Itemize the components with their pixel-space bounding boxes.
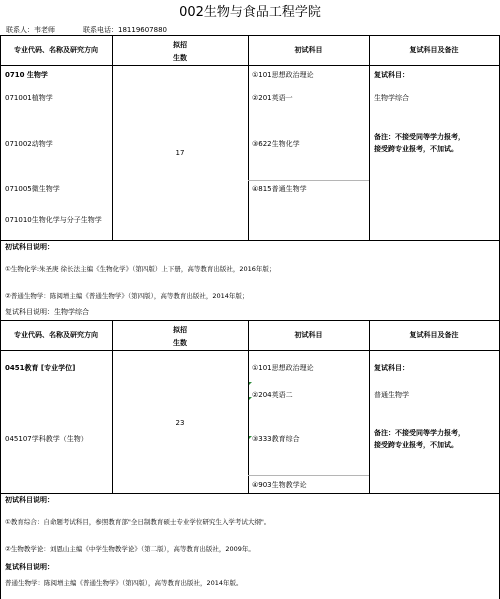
table2-left-border (0, 320, 1, 493)
table1-top-border (0, 35, 500, 36)
table1-direction: 071001植物学 (5, 94, 53, 102)
table2-direction: 045107学科教学（生物） (5, 435, 88, 443)
cell-comment-marker-icon (249, 382, 252, 385)
table1-exam-item: ③622生物化学 (252, 140, 300, 148)
table1-col-divider-3 (369, 35, 370, 240)
table1-header-plan-line1: 拟招 (173, 41, 187, 49)
table1-exam-item: ①101思想政治理论 (252, 71, 314, 79)
contact-person: 联系人：韦老师 (6, 26, 55, 34)
notes1-retest-line: 复试科目说明：生物学综合 (5, 308, 89, 316)
table2-header-bottom (0, 350, 500, 351)
table2-top-border (0, 320, 500, 321)
table2-header-major: 专业代码、名称及研究方向 (14, 331, 98, 339)
table1-retest-label: 复试科目： (374, 71, 409, 79)
notes2-line: ①教育综合：自命题考试科目，参照教育部"全日制教育硕士专业学位研究生入学考试大纲"。 (5, 518, 271, 526)
table2-header-plan-line2: 生数 (173, 339, 187, 347)
table2-col-divider-2 (248, 320, 249, 493)
table2-count: 23 (175, 419, 185, 427)
table1-exam-divider (248, 180, 369, 181)
table2-exam-item: ④903生物教学论 (252, 481, 307, 489)
contact-phone: 联系电话：18119607880 (83, 26, 167, 34)
table2-retest-subject: 普通生物学 (374, 391, 409, 399)
table2-header-plan-line1: 拟招 (173, 326, 187, 334)
notes1-line: ①生物化学:朱圣庚 徐长法主编《生物化学》（第四版）上下册，高等教育出版社，2016年版； (5, 265, 276, 273)
table1-col-divider-1 (112, 35, 113, 240)
table1-exam-item: ④815普通生物学 (252, 185, 307, 193)
table2-retest-label: 复试科目： (374, 364, 409, 372)
table1-header-bottom (0, 65, 500, 66)
table1-header-exam: 初试科目 (294, 46, 323, 54)
table1-direction: 071005微生物学 (5, 185, 60, 193)
notes1-header: 初试科目说明： (5, 243, 54, 251)
table1-note-line2: 接受跨专业报考，不加试。 (374, 145, 458, 153)
table2-bottom-border (0, 493, 500, 494)
notes2-line: ②生物教学论：刘恩山主编《中学生物教学论》（第二版），高等教育出版社，2009年。 (5, 545, 255, 553)
table2-exam-item: ①101思想政治理论 (252, 364, 314, 372)
notes2-retest-line: 普通生物学：陈阅增主编《普通生物学》（第四版），高等教育出版社，2014年版。 (5, 579, 243, 587)
notes2-left-border (0, 493, 1, 599)
table1-header-major: 专业代码、名称及研究方向 (14, 46, 98, 54)
table1-header-plan-line2: 生数 (173, 54, 187, 62)
table2-note-line2: 接受跨专业报考，不加试。 (374, 441, 458, 449)
table1-note-line1: 备注：不接受同等学力报考， (374, 133, 465, 141)
table1-direction: 071002动物学 (5, 140, 53, 148)
notes2-header: 初试科目说明： (5, 496, 54, 504)
notes2-retest-header: 复试科目说明： (5, 563, 54, 571)
table1-major-title: 0710 生物学 (5, 71, 48, 79)
table2-col-divider-3 (369, 320, 370, 493)
page-title: 002生物与食品工程学院 (179, 5, 321, 20)
table2-header-exam: 初试科目 (294, 331, 323, 339)
table2-exam-divider (248, 475, 369, 476)
notes1-left-border (0, 240, 1, 320)
table1-direction: 071010生物化学与分子生物学 (5, 216, 102, 224)
table1-col-divider-2 (248, 35, 249, 240)
table2-major-title: 0451教育 [专业学位] (5, 364, 76, 372)
table1-exam-item: ②201英语一 (252, 94, 293, 102)
table1-retest-subject: 生物学综合 (374, 94, 409, 102)
table1-count: 17 (175, 149, 185, 157)
table1-bottom-border (0, 240, 500, 241)
table2-note-line1: 备注：不接受同等学力报考， (374, 429, 465, 437)
table2-header-retest: 复试科目及备注 (409, 331, 459, 339)
table1-left-border (0, 35, 1, 240)
table2-exam-item: ②204英语二 (252, 391, 293, 399)
table2-exam-item: ③333教育综合 (252, 435, 300, 443)
notes1-line: ②普通生物学：陈阅增主编《普通生物学》（第四版），高等教育出版社，2014年版； (5, 292, 249, 300)
table1-header-retest: 复试科目及备注 (409, 46, 459, 54)
